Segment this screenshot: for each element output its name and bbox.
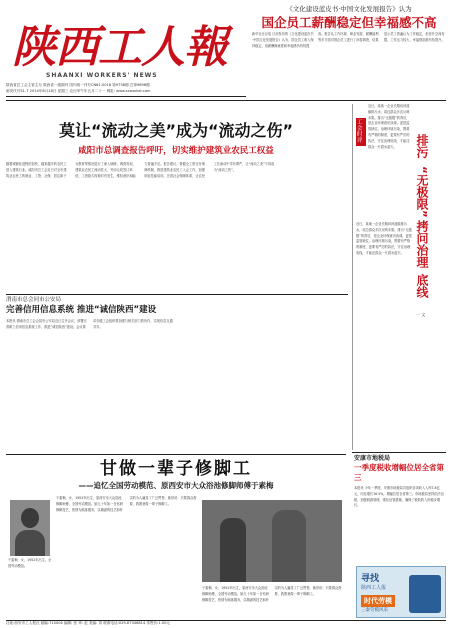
portrait-caption: 于素梅，女，1952年出生，全国劳动模范。 <box>8 558 52 568</box>
bottom-subhead: ——追忆全国劳动模范、原西安市大众浴池修脚师傅于素梅 <box>78 481 274 490</box>
bottom-body-left: 于素梅，女，1952年出生，原西安市大众浴池修脚师傅，全国劳动模范。她几十年如一日钻研修脚技艺，热情为顾客服务，以精湛的技艺和朴实的为人赢得了广泛赞誉。她常说：只要群众需要，我愿意做一辈子修脚工。 <box>56 496 197 512</box>
bottom-story <box>6 456 346 620</box>
bottom-body-right: 于素梅，女，1952年出生，原西安市大众浴池修脚师傅，全国劳动模范。她几十年如一日钻研修脚技艺，热情为顾客服务，以精湛的技艺和朴实的为人赢得了广泛赞誉。她常说：只要群众需要，我愿意做一辈子修脚工。 <box>202 586 342 602</box>
top-story <box>252 4 446 100</box>
footer: 社址:西安市工人报社 邮编:710004 编辑: 张 审: 赵 美编: 刘 联系电话:029-87346814 零售价:1.00元 <box>6 621 170 625</box>
bottom-divider <box>6 454 346 455</box>
right-column-label: 工会时评 <box>356 118 366 146</box>
mid-left-headline: 完善信用信息系统 推进“诚信陕西”建设 <box>6 305 157 315</box>
top-story-headline: 国企员工薪酬稳定但幸福感不高 <box>261 15 437 30</box>
portrait-body <box>15 530 45 556</box>
mid-divider <box>6 294 348 295</box>
bottom-headline: 甘做一辈子修脚工 <box>100 459 252 479</box>
ad-box <box>356 566 446 618</box>
lower-right-headline: 一季度税收增幅位居全省第三 <box>354 463 444 482</box>
right-column-divider <box>352 104 353 450</box>
ad-graphic <box>409 575 441 613</box>
right-column-body-bottom: 近日，某地一企业长期向河道偷排污水，周边群众多次反映未果。排污“无极限”的背后，是企业环保意识淡薄，更是监管缺位。治理环境污染，既要有严格的制度，更要有严厉的执法，守住治理底线，才能还群众一片碧水蓝天。 <box>356 222 412 255</box>
portrait-head <box>21 508 39 528</box>
right-headline-part-4: 底线 <box>415 274 429 298</box>
mid-left-body: 本报讯 渭南市总工会会同市公安局近日召开会议，部署完善职工信用信息系统工作，推进“诚信陕西”建设。会议要求各级工会组织要加强与相关部门的协作，实现信息互通共享。 <box>6 319 173 329</box>
lower-right-story <box>354 454 446 562</box>
ad-subtitle: 陕西工人报 <box>361 585 387 591</box>
right-headline-part-1: 排污 <box>415 134 429 158</box>
masthead-date-line: 邮发代号51-7 2014年6月18日 星期三 农历甲午年五月二十一 网址: www.sxworker.com <box>6 89 151 93</box>
main-body: 随着城镇化进程的加快，越来越多的农民工进入建筑行业。咸阳市总工会近日对全市建筑业农民工的就业、工资、社保、居住和子女教育等情况进行了深入调研。调查发现，建筑业农民工流动性大、劳动合同签订率低、工资拖欠现象时有发生，维权意识和能力普遍不足。报告建议，要健全工资支付保障机制，推进建筑业农民工入会工作，加强职业技能培训，完善社会保障体系，让农民工在流动中享有尊严，让“流动之美”不再成为“流动之伤”。 <box>6 162 275 178</box>
right-headline-part-3: 拷问治理 <box>415 220 429 268</box>
lower-right-kicker: 安康市地税局 <box>354 455 391 462</box>
feature-photo-figure-right <box>272 510 306 582</box>
feature-photo-figure-left <box>220 518 246 582</box>
top-divider <box>6 100 446 101</box>
right-column-headline <box>414 134 446 302</box>
masthead-info-line: 陕西省总工会主管主办 陕西省一级期刊 国内统一刊号CN61-0018 第9758期 总第9896期 <box>6 83 150 87</box>
masthead-rule <box>6 96 246 97</box>
portrait-photo <box>10 500 50 556</box>
lower-right-body: 本报讯 今年一季度，安康市地税局共组织各项收入入库7.8亿元，同比增长16.5%，增幅位居全省第三。市地税局坚持依法治税，加强税源管理，强化征管措施，确保了税收收入的稳步增长。 <box>354 486 444 508</box>
masthead-logo: 陕西工人報 <box>12 22 227 73</box>
top-story-body: 新华社北京电 日前发布的《文化建设蓝皮书·中国文化发展报告》认为，国企员工收入保持稳定，但薪酬满意度和幸福感仍有待提高。报告从工作环境、职业发展、薪酬福利等多方面对国企员工进行了问卷调查，结果显示员工普遍认为工作稳定，但晋升空间有限，工作压力较大，幸福感指数有待提升。 <box>252 32 445 48</box>
main-subhead: 咸阳市总调查报告呼吁，切实维护建筑业农民工权益 <box>78 146 274 156</box>
right-column-byline: 一 文 <box>416 312 426 317</box>
ad-tag: 时代劳模 <box>361 595 395 607</box>
mid-left-story <box>6 296 348 452</box>
feature-photo <box>202 500 342 582</box>
right-headline-part-2: “无极限” <box>415 166 429 218</box>
ad-title: 寻找 <box>361 574 380 584</box>
ad-line: 三秦劳模风采 <box>361 608 388 613</box>
masthead-english-name: SHAANXI WORKERS' NEWS <box>46 72 158 79</box>
right-column-body-top: 近日，某地一企业长期向河道偷排污水，周边群众多次反映未果。排污“无极限”的背后，是企业环保意识淡薄，更是监管缺位。治理环境污染，既要有严格的制度，更要有严厉的执法，守住治理底线，才能还群众一片碧水蓝天。 <box>368 104 410 149</box>
main-story <box>6 102 346 292</box>
main-headline: 莫让“流动之美”成为“流动之伤” <box>58 121 294 140</box>
lower-right-divider <box>352 452 446 453</box>
mid-left-kicker: 渭南市总会同市公安局 <box>6 297 62 303</box>
top-story-kicker: 《文化建设蓝皮书·中国文化发展报告》认为 <box>286 5 412 13</box>
right-column <box>356 104 446 450</box>
